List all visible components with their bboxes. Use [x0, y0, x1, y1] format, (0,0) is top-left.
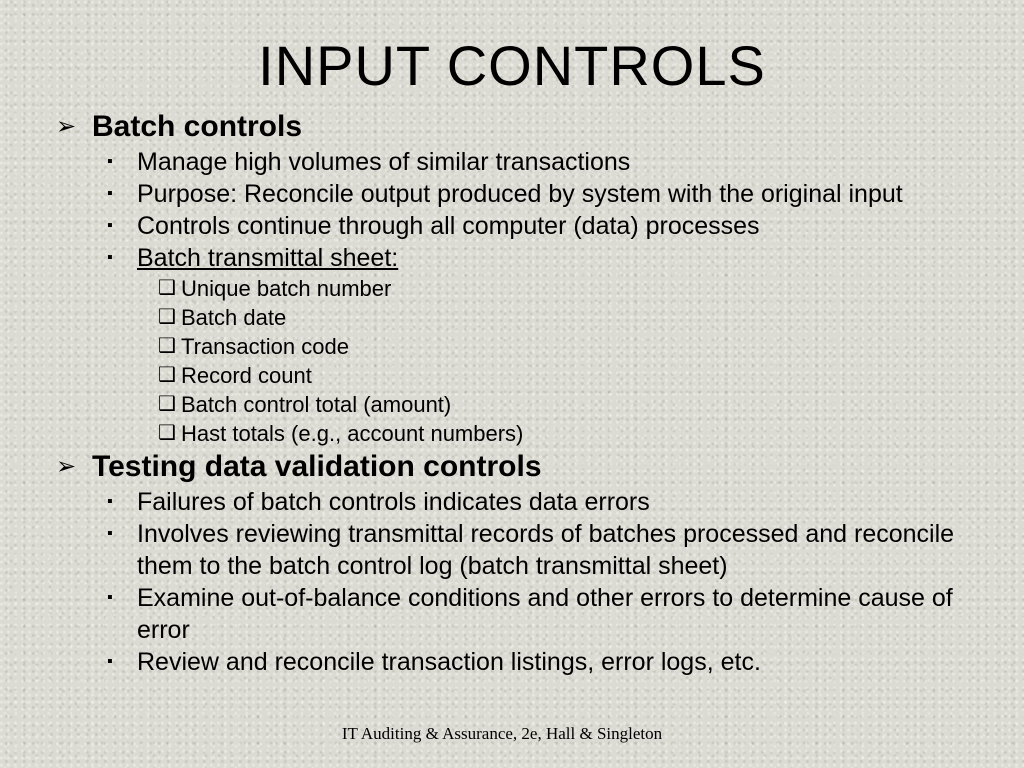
sub-bullet-text: Transaction code	[181, 334, 349, 359]
heading-text: Testing data validation controls	[92, 450, 542, 483]
arrow-bullet-icon: ➢	[56, 113, 77, 140]
section-heading	[0, 448, 1024, 486]
bullet-item	[0, 646, 1024, 678]
sub-bullet-item	[0, 332, 1024, 361]
sub-bullet-text: Hast totals (e.g., account numbers)	[181, 421, 524, 446]
slide-content	[0, 108, 1024, 678]
checkbox-bullet-icon: ❑	[158, 364, 176, 386]
bullet-item	[0, 582, 1024, 646]
checkbox-bullet-icon: ❑	[158, 422, 176, 444]
sub-bullet-text: Batch date	[181, 305, 287, 330]
sub-bullet-item	[0, 419, 1024, 448]
sub-bullet-text: Batch control total (amount)	[181, 392, 452, 417]
square-bullet-icon: ▪	[107, 493, 113, 510]
square-bullet-icon: ▪	[107, 185, 113, 202]
checkbox-bullet-icon: ❑	[158, 393, 176, 415]
bullet-item	[0, 210, 1024, 242]
arrow-bullet-icon: ➢	[56, 453, 77, 480]
sub-bullet-item	[0, 361, 1024, 390]
bullet-item	[0, 178, 1024, 210]
square-bullet-icon: ▪	[107, 525, 113, 542]
bullet-text: Examine out-of-balance conditions and other errors to determine cause of error	[137, 584, 953, 644]
bullet-text: Manage high volumes of similar transactions	[137, 148, 631, 176]
checkbox-bullet-icon: ❑	[158, 277, 176, 299]
sub-bullet-text: Record count	[181, 363, 312, 388]
checkbox-bullet-icon: ❑	[158, 306, 176, 328]
bullet-item	[0, 146, 1024, 178]
bullet-text: Review and reconcile transaction listings, error logs, etc.	[137, 648, 761, 676]
bullet-item	[0, 486, 1024, 518]
heading-text: Batch controls	[92, 110, 303, 143]
square-bullet-icon: ▪	[107, 589, 113, 606]
sub-bullet-text: Unique batch number	[181, 276, 392, 301]
square-bullet-icon: ▪	[107, 249, 113, 266]
square-bullet-icon: ▪	[107, 217, 113, 234]
sub-bullet-item	[0, 303, 1024, 332]
sub-bullet-item	[0, 390, 1024, 419]
bullet-text: Batch transmittal sheet:	[137, 244, 399, 272]
slide-title: INPUT CONTROLS	[258, 34, 766, 97]
slide-footer	[0, 724, 1024, 744]
sub-bullet-item	[0, 274, 1024, 303]
square-bullet-icon: ▪	[107, 153, 113, 170]
footer-text: IT Auditing & Assurance, 2e, Hall & Singleton	[341, 724, 663, 743]
bullet-text: Controls continue through all computer (data) processes	[137, 212, 760, 240]
square-bullet-icon: ▪	[107, 653, 113, 670]
section-heading	[0, 108, 1024, 146]
bullet-text: Purpose: Reconcile output produced by system with the original input	[137, 180, 903, 208]
checkbox-bullet-icon: ❑	[158, 335, 176, 357]
bullet-item	[0, 518, 1024, 582]
bullet-text: Involves reviewing transmittal records of batches processed and reconcile them to the batch control log (batch transmittal sheet)	[137, 520, 955, 580]
bullet-text: Failures of batch controls indicates data errors	[137, 488, 650, 516]
bullet-item	[0, 242, 1024, 274]
